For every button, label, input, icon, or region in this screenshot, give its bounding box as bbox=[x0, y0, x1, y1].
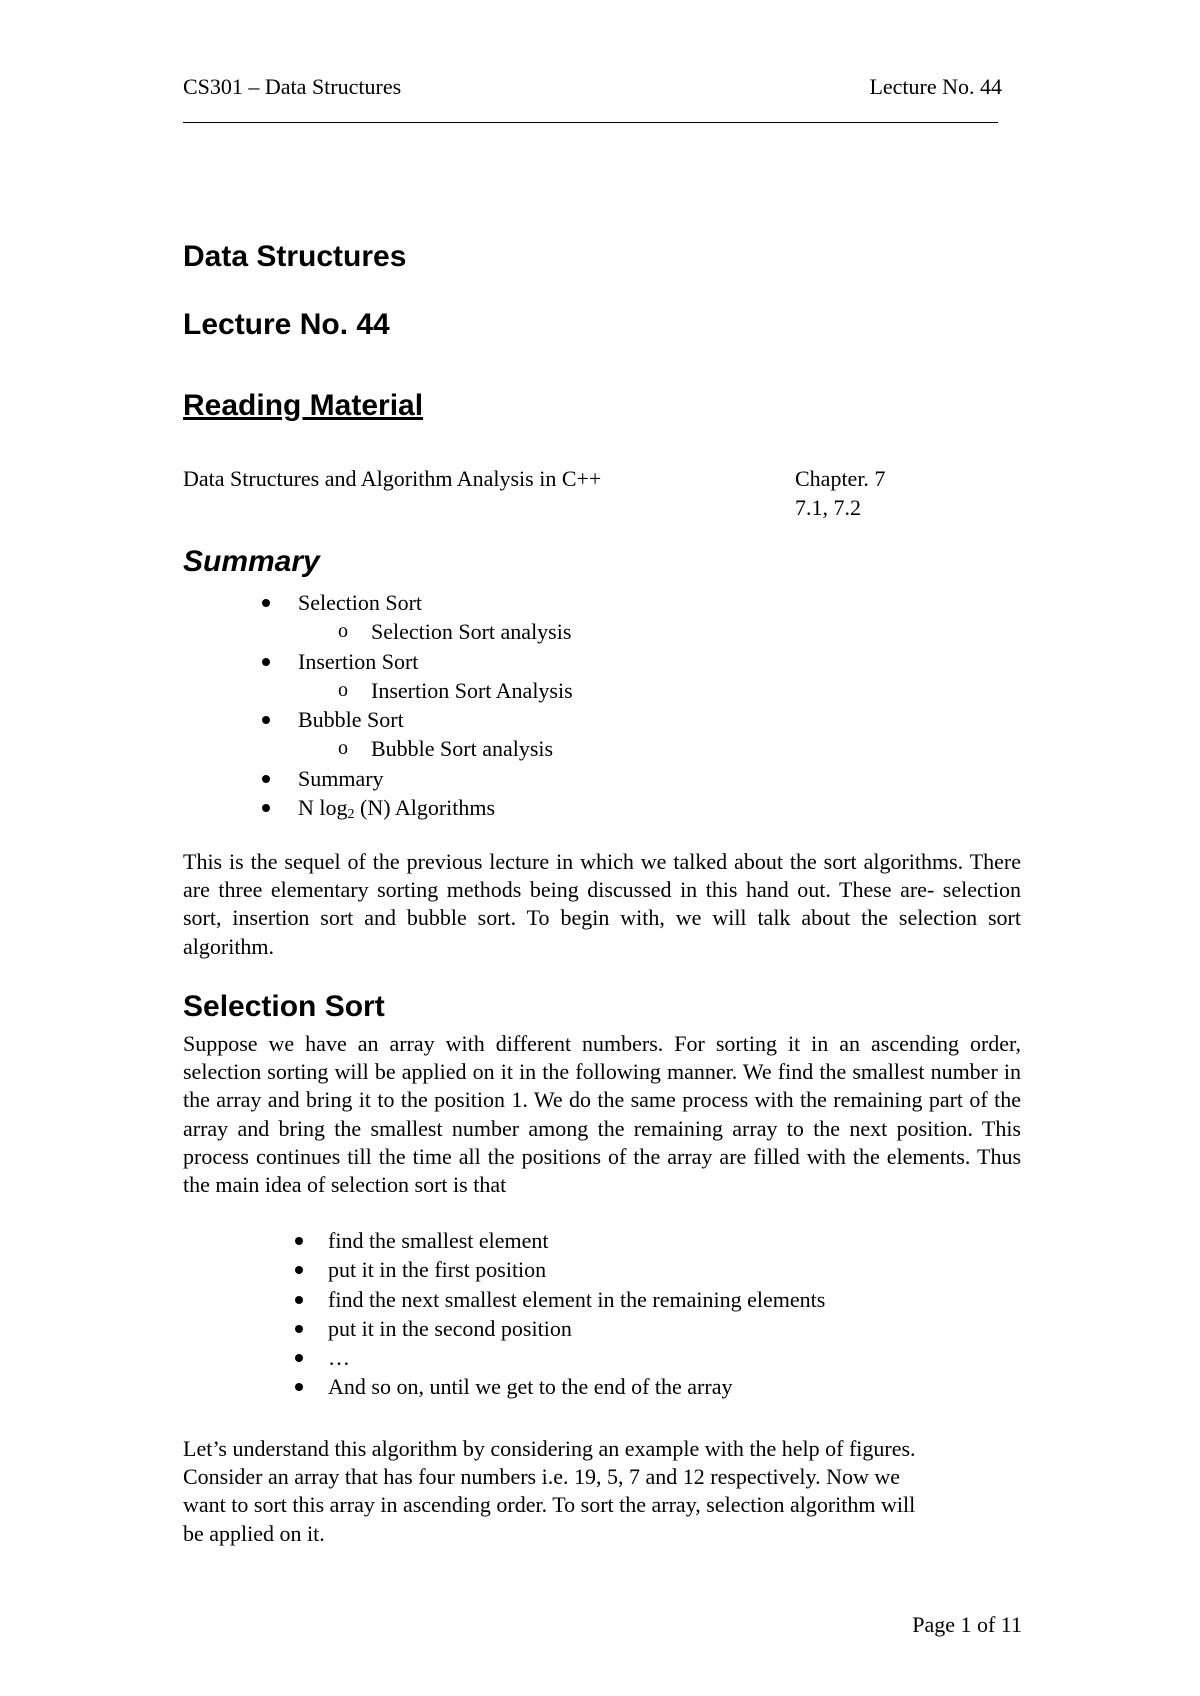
page-number: Page 1 of 11 bbox=[912, 1612, 1022, 1637]
summary-heading: Summary bbox=[183, 545, 320, 578]
bullet-icon bbox=[295, 1296, 303, 1304]
bullet-icon bbox=[295, 1383, 303, 1391]
lecture-title: Lecture No. 44 bbox=[183, 308, 390, 341]
list-item: … bbox=[183, 1343, 983, 1372]
list-subitem: o Bubble Sort analysis bbox=[183, 734, 983, 763]
reading-sections: 7.1, 7.2 bbox=[795, 495, 861, 520]
sub-bullet-icon: o bbox=[338, 737, 348, 760]
selection-heading: Selection Sort bbox=[183, 990, 385, 1023]
list-item: N $\log_2 (N)$ Algorithms bbox=[183, 793, 983, 822]
bullet-icon bbox=[262, 599, 270, 607]
example-line: want to sort this array in ascending order. To sort the array, selection algorithm will bbox=[183, 1492, 916, 1518]
page-title: Data Structures bbox=[183, 240, 407, 273]
reading-book: Data Structures and Algorithm Analysis in C++ bbox=[183, 466, 602, 491]
list-item: find the next smallest element in the remaining elements bbox=[183, 1285, 983, 1314]
example-line: be applied on it. bbox=[183, 1520, 325, 1546]
header-divider bbox=[183, 122, 998, 123]
bullet-icon bbox=[262, 804, 270, 812]
list-item: put it in the second position bbox=[183, 1314, 983, 1343]
example-line: Consider an array that has four numbers i.e. 19, 5, 7 and 12 respectively. Now we bbox=[183, 1464, 901, 1490]
bullet-icon bbox=[262, 775, 270, 783]
header-lecture: Lecture No. 44 bbox=[869, 74, 1002, 99]
list-item: put it in the first position bbox=[183, 1255, 983, 1284]
summary-list bbox=[183, 588, 983, 822]
reading-chapter: Chapter. 7 bbox=[795, 466, 886, 491]
selection-steps bbox=[183, 1226, 983, 1402]
bullet-icon bbox=[295, 1354, 303, 1362]
sub-bullet-icon: o bbox=[338, 678, 348, 701]
bullet-icon bbox=[262, 716, 270, 724]
bullet-icon bbox=[295, 1325, 303, 1333]
list-subitem: o Selection Sort analysis bbox=[183, 617, 983, 646]
list-subitem: o Insertion Sort Analysis bbox=[183, 676, 983, 705]
example-line: Let’s understand this algorithm by considering an example with the help of figures. bbox=[183, 1436, 916, 1461]
example-paragraph bbox=[183, 1435, 916, 1548]
list-item: And so on, until we get to the end of the array bbox=[183, 1372, 983, 1401]
bullet-icon bbox=[262, 658, 270, 666]
list-item: find the smallest element bbox=[183, 1226, 983, 1255]
header-course: CS301 – Data Structures bbox=[183, 74, 402, 99]
list-item: Insertion Sort bbox=[183, 647, 983, 676]
bullet-icon bbox=[295, 1237, 303, 1245]
bullet-icon bbox=[295, 1266, 303, 1274]
list-item: Selection Sort bbox=[183, 588, 983, 617]
intro-paragraph: This is the sequel of the previous lecture in which we talked about the sort algorithms. There are three elementary sorting methods being discussed in this hand out. These are- selection sort, insertion sort and bubble sort. To begin with, we will talk about the selection sort algorithm. bbox=[183, 849, 1021, 959]
sub-bullet-icon: o bbox=[338, 620, 348, 643]
selection-paragraph: Suppose we have an array with different numbers. For sorting it in an ascending order, selection sorting will be applied on it in the following manner. We find the smallest number in the array and bring it to the position 1. We do the same process with the remaining part of the array and bring the smallest number among the remaining array to the next position. This process continues till the time all the positions of the array are filled with the elements. Thus the main idea of selection sort is that bbox=[183, 1031, 1021, 1198]
reading-heading: Reading Material bbox=[183, 389, 424, 422]
list-item: Summary bbox=[183, 764, 983, 793]
list-item: Bubble Sort bbox=[183, 705, 983, 734]
